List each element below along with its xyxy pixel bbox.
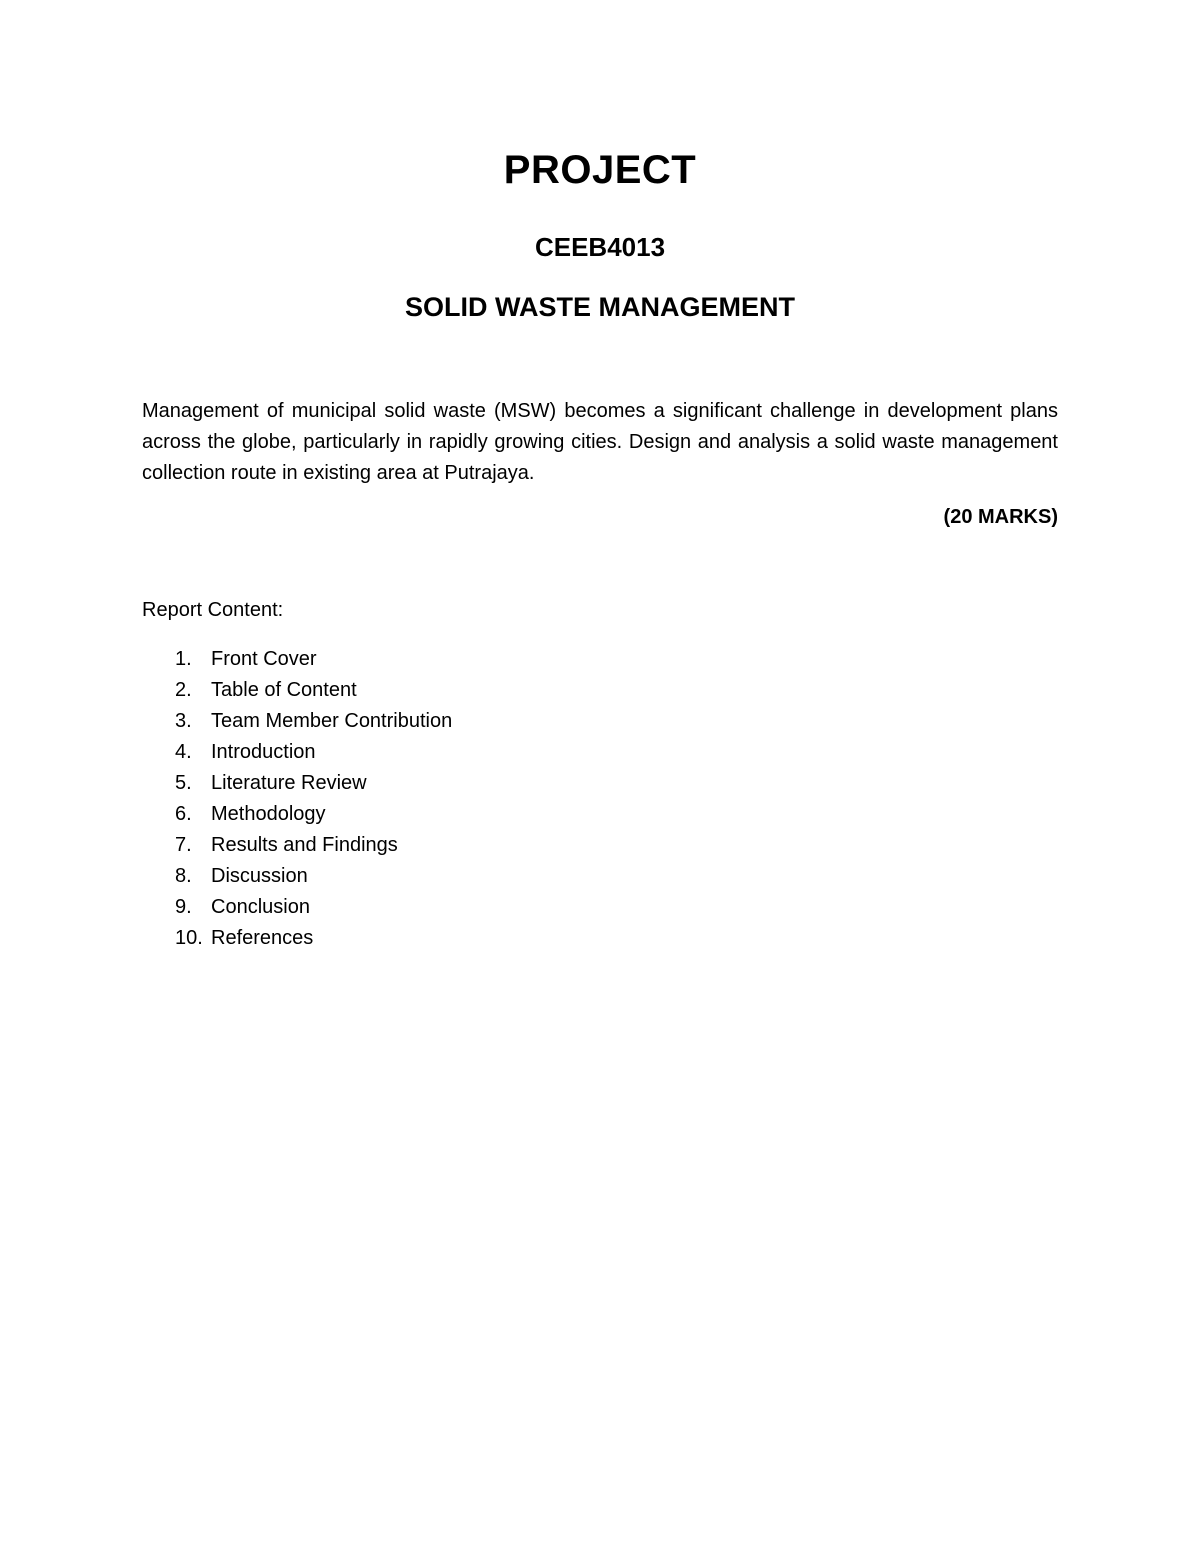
list-item-number: 5. [175, 772, 192, 794]
list-item-label: Results and Findings [211, 834, 398, 856]
list-item-label: Conclusion [211, 896, 310, 918]
project-description: Management of municipal solid waste (MSW) becomes a significant challenge in development plans across the globe, particularly in rapidly growing cities. Design and analysis a solid waste management collection route in existing area at Putrajaya. [142, 400, 1058, 484]
list-item-number: 6. [175, 803, 192, 825]
course-code: CEEB4013 [534, 232, 666, 262]
marks-label: (20 MARKS) [943, 506, 1058, 528]
list-item-number: 10. [175, 927, 203, 949]
list-item [142, 739, 452, 770]
list-item-number: 9. [175, 896, 192, 918]
list-item-number: 7. [175, 834, 192, 856]
list-item [142, 708, 452, 739]
list-item-number: 8. [175, 865, 192, 887]
list-item-number: 2. [175, 679, 192, 701]
list-item [142, 832, 452, 863]
course-name: SOLID WASTE MANAGEMENT [405, 292, 795, 322]
list-item-number: 3. [175, 710, 192, 732]
list-item [142, 770, 452, 801]
list-item-label: Discussion [211, 865, 308, 887]
list-item-label: Table of Content [211, 679, 357, 701]
list-item-label: Introduction [211, 741, 316, 763]
list-item [142, 894, 452, 925]
list-item [142, 677, 452, 708]
list-item [142, 925, 452, 956]
list-item-number: 4. [175, 741, 192, 763]
list-item-label: Literature Review [211, 772, 367, 794]
list-item [142, 801, 452, 832]
document-title: PROJECT [503, 148, 697, 192]
report-content-heading: Report Content: [142, 599, 284, 621]
list-item-number: 1. [175, 648, 192, 670]
list-item-label: Front Cover [211, 648, 317, 670]
report-content-list [142, 646, 452, 956]
list-item-label: Team Member Contribution [211, 710, 453, 732]
list-item [142, 646, 452, 677]
list-item-label: Methodology [211, 803, 326, 825]
list-item [142, 863, 452, 894]
list-item-label: References [211, 927, 314, 949]
